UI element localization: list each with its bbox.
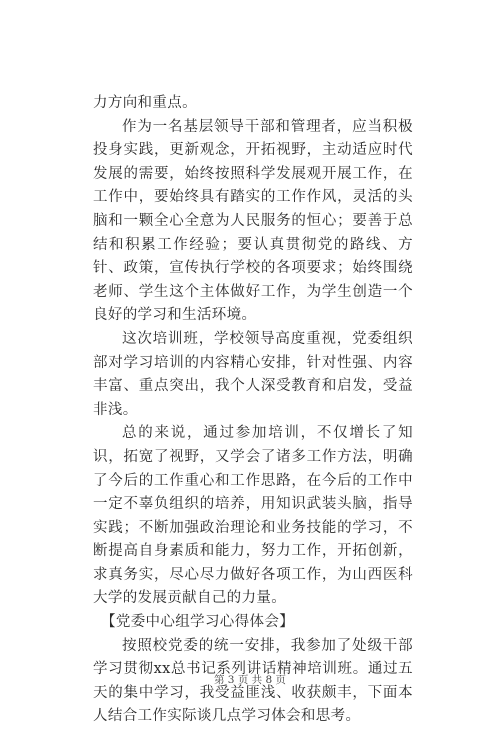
paragraph-continuation: 力方向和重点。	[93, 95, 197, 111]
paragraph-summary: 总的来说，通过参加培训，不仅增长了知识，拓宽了视野，又学会了诸多工作方法，明确了今后的工作重心和工作思路，在今后的工作中一定不辜负组织的培养，用知识武装头脑，指导实践；不断加强政治理论和业务技能的学习，不断提高自身素质和能力，努力工作，开拓创新，求真务实，尽心尽力做好各项工作，为山西医科大学的发展贡献自己的力量。	[93, 425, 413, 607]
document-body	[93, 92, 413, 729]
section-heading: 【党委中心组学习心得体会】	[101, 614, 295, 631]
paragraph-study-experience: 按照校党委的统一安排，我参加了处级干部学习贯彻xx总书记系列讲话精神培训班。通过五天的集中学习，我受益匪浅、收获颇丰，下面本人结合工作实际谈几点学习体会和思考。	[93, 637, 413, 725]
page-number-footer: 第 3 页 共 8 页	[213, 674, 287, 686]
paragraph-training-arrangement: 这次培训班，学校领导高度重视，党委组织部对学习培训的内容精心安排，针对性强、内容丰富、重点突出，我个人深受教育和启发，受益非浅。	[93, 330, 413, 418]
paragraph-leadership-practice: 作为一名基层领导干部和管理者，应当积极投身实践，更新观念，开拓视野，主动适应时代发展的需要，始终按照科学发展观开展工作，在工作中，要始终具有踏实的工作作风，灵活的头脑和一颗全心全意为人民服务的恒心；要善于总结和积累工作经验；要认真贯彻党的路线、方针、政策，宣传执行学校的各项要求；始终围绕老师、学生这个主体做好工作，为学生创造一个良好的学习和生活环境。	[93, 118, 413, 324]
